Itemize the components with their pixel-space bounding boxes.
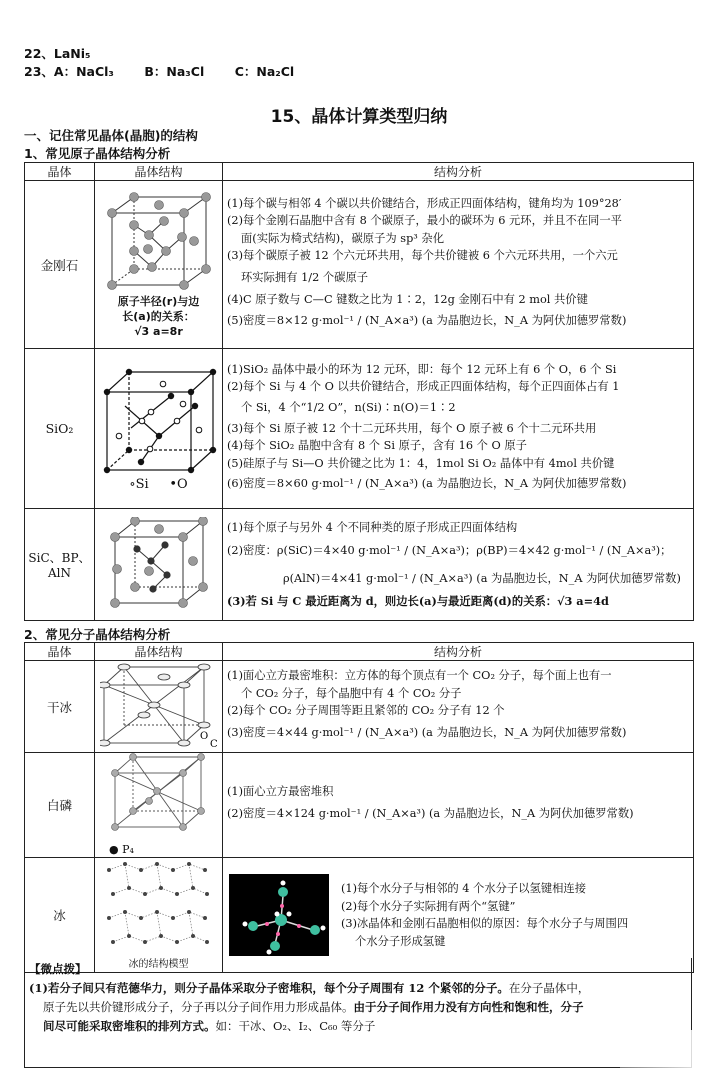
sio2-analysis	[223, 349, 694, 509]
ice-lattice-image	[103, 858, 215, 954]
diamond-line-3: 面(实际为椅式结构)，碳原子为 sp³ 杂化	[241, 231, 445, 245]
diamond-analysis	[223, 181, 694, 349]
dry-ice-line-1: (1)面心立方最密堆积：立方体的每个顶点有一个 CO₂ 分子，每个面上也有一	[227, 669, 612, 683]
header-line-1: 22、LaNi₅	[24, 46, 91, 61]
sio2-line-5: (4)每个 SiO₂ 晶胞中含有 8 个 Si 原子，含有 16 个 O 原子	[227, 439, 527, 453]
sio2-legend	[95, 477, 222, 492]
ice-line-4: 个水分子形成氢键	[355, 934, 446, 948]
white-p-line-2: (2)密度＝4×124 g·mol⁻¹ / (N_A×a³) (a 为晶胞边长，N_A 为阿伏加德罗常数)	[227, 806, 634, 820]
tip-title: 【微点拨】	[29, 962, 87, 976]
answer-b: B：Na₃Cl	[144, 64, 205, 79]
header-line-2	[24, 62, 294, 80]
sic-line-3: ρ(AlN)＝4×41 g·mol⁻¹ / (N_A×a³) (a 为晶胞边长，N_A 为阿伏加德罗常数)	[283, 571, 681, 585]
tip-line-3-bold: 间尽可能采取密堆积的排列方式。	[43, 1019, 216, 1033]
diamond-line-1: (1)每个碳与相邻 4 个碳以共价键结合，形成正四面体结构，键角均为 109°28′	[227, 196, 622, 210]
sio2-line-6: (5)硅原子与 Si—O 共价键之比为 1：4，1mol Si O₂ 晶体中有 4mol 共价键	[227, 456, 615, 470]
white-p-name: 白磷	[25, 753, 95, 858]
tip-line-1	[29, 979, 687, 998]
ice-analysis	[337, 878, 632, 952]
legend-o: •O	[169, 476, 188, 492]
label-o: O	[199, 731, 208, 742]
diamond-line-2: (2)每个金刚石晶胞中含有 8 个碳原子，最小的碳环为 6 元环，并且不在同一平	[227, 214, 622, 228]
diamond-caption-1: 原子半径(r)与边	[117, 294, 200, 308]
dry-ice-lattice-image	[100, 663, 218, 747]
diamond-line-4: (3)每个碳原子被 12 个六元环共用，每个共价键被 6 个六元环共用，一个六元	[227, 249, 618, 263]
ice-line-1: (1)每个水分子与相邻的 4 个水分子以氢键相连接	[341, 882, 587, 895]
answer-a: 23、A：NaCl₃	[24, 64, 114, 79]
sic-line-1: (1)每个原子与另外 4 个不同种类的原子形成正四面体结构	[227, 521, 518, 534]
sic-analysis	[223, 509, 694, 621]
p4-label: ● P₄	[109, 843, 134, 856]
ice-analysis-cell	[223, 858, 694, 973]
sio2-line-4: (3)每个 Si 原子被 12 个十二元环共用，每个 O 原子被 6 个十二元环共用	[227, 421, 597, 435]
tip-line-2-rest: 原子先以共价键形成分子，分子再以分子间作用力形成晶体。	[43, 1000, 354, 1014]
sio2-line-3: 个 Si，4 个“1/2 O”，n(Si)∶n(O)＝1∶2	[241, 400, 456, 414]
dry-ice-analysis	[223, 661, 694, 753]
white-p-lattice-image	[109, 753, 209, 839]
section-heading: 一、记住常见晶体(晶胞)的结构	[24, 128, 198, 143]
white-p-analysis	[223, 753, 694, 858]
header-structure: 晶体结构	[95, 163, 223, 181]
sio2-line-7: (6)密度＝8×60 g·mol⁻¹ / (N_A×a³) (a 为晶胞边长，N_A 为阿伏加德罗常数)	[227, 477, 627, 491]
tip-box	[24, 958, 692, 1068]
tip-line-1-bold: (1)若分子间只有范德华力，则分子晶体采取分子密堆积，每个分子周围有 12 个紧邻的分子。	[29, 981, 509, 995]
sio2-line-1: (1)SiO₂ 晶体中最小的环为 12 元环，即：每个 12 元环上有 6 个 O，6 个 Si	[227, 362, 617, 376]
header-analysis: 结构分析	[223, 163, 694, 181]
diamond-structure-cell	[95, 181, 223, 349]
water-molecule-image	[229, 874, 329, 956]
sio2-line-2: (2)每个 Si 与 4 个 O 以共价键结合，形成正四面体结构，每个正四面体占有 1	[227, 380, 620, 394]
dry-ice-structure-cell	[95, 661, 223, 753]
header-crystal-2: 晶体	[25, 643, 95, 661]
white-p-line-1: (1)面心立方最密堆积	[227, 785, 334, 799]
diamond-line-5: 环实际拥有 1/2 个碳原子	[241, 270, 369, 284]
atomic-crystal-table	[24, 162, 694, 621]
dry-ice-name: 干冰	[25, 661, 95, 753]
sio2-structure-cell	[95, 349, 223, 509]
diamond-line-7: (5)密度＝8×12 g·mol⁻¹ / (N_A×a³) (a 为晶胞边长，N_A 为阿伏加德罗常数)	[227, 314, 627, 328]
diamond-caption-2: 长(a)的关系：	[122, 309, 195, 323]
dry-ice-line-2: 个 CO₂ 分子，每个晶胞中有 4 个 CO₂ 分子	[241, 686, 462, 700]
legend-si: ∘Si	[129, 476, 149, 492]
molecular-crystal-table	[24, 642, 694, 973]
ice-caption: 冰的结构模型	[128, 959, 189, 970]
sic-line-2: (2)密度：ρ(SiC)＝4×40 g·mol⁻¹ / (N_A×a³)；ρ(BP)＝4×42 g·mol⁻¹ / (N_A×a³)；	[227, 543, 672, 557]
page-title: 15、晶体计算类型归纳	[270, 107, 448, 127]
header-structure-2: 晶体结构	[95, 643, 223, 661]
sic-structure-cell	[95, 509, 223, 621]
dry-ice-line-4: (3)密度＝4×44 g·mol⁻¹ / (N_A×a³) (a 为晶胞边长，N_A 为阿伏加德罗常数)	[227, 725, 627, 739]
diamond-lattice-image	[104, 191, 214, 291]
subsection-atomic: 1、常见原子晶体结构分析	[24, 146, 171, 161]
header-crystal: 晶体	[25, 163, 95, 181]
diamond-name: 金刚石	[25, 181, 95, 349]
diamond-caption-3: √3 a=8r	[134, 324, 183, 338]
subsection-molecular: 2、常见分子晶体结构分析	[24, 627, 171, 642]
sic-lattice-image	[109, 517, 209, 609]
tip-line-3	[29, 1017, 687, 1036]
answer-c: C：Na₂Cl	[234, 64, 295, 79]
tip-line-1-rest: 在分子晶体中，	[508, 981, 590, 995]
tip-line-2-bold: 由于分子间作用力没有方向性和饱和性，分子	[353, 1000, 584, 1014]
tip-line-3-rest: 如：干冰、O₂、I₂、C₆₀ 等分子	[215, 1019, 376, 1033]
p4-label-text: P₄	[122, 843, 134, 856]
ice-name: 冰	[25, 858, 95, 973]
sic-line-4: (3)若 Si 与 C 最近距离为 d，则边长(a)与最近距离(d)的关系：√3 a=4d	[227, 593, 609, 608]
white-p-structure-cell	[95, 753, 223, 858]
ice-line-3: (3)冰晶体和金刚石晶胞相似的原因：每个水分子与周围四	[341, 917, 629, 930]
sio2-name: SiO₂	[25, 349, 95, 509]
header-analysis-2: 结构分析	[223, 643, 694, 661]
tip-line-2	[29, 998, 687, 1017]
ice-line-2: (2)每个水分子实际拥有两个“氢键”	[341, 899, 516, 913]
ice-structure-cell	[95, 858, 223, 973]
label-c: C	[209, 739, 218, 747]
watermark-overlay	[620, 1030, 718, 1072]
sic-name: SiC、BP、AlN	[25, 509, 95, 621]
diamond-line-6: (4)C 原子数与 C—C 键数之比为 1∶2，12g 金刚石中有 2 mol 共价键	[227, 292, 588, 306]
sio2-lattice-image	[101, 366, 217, 474]
dry-ice-line-3: (2)每个 CO₂ 分子周围等距且紧邻的 CO₂ 分子有 12 个	[227, 704, 505, 718]
